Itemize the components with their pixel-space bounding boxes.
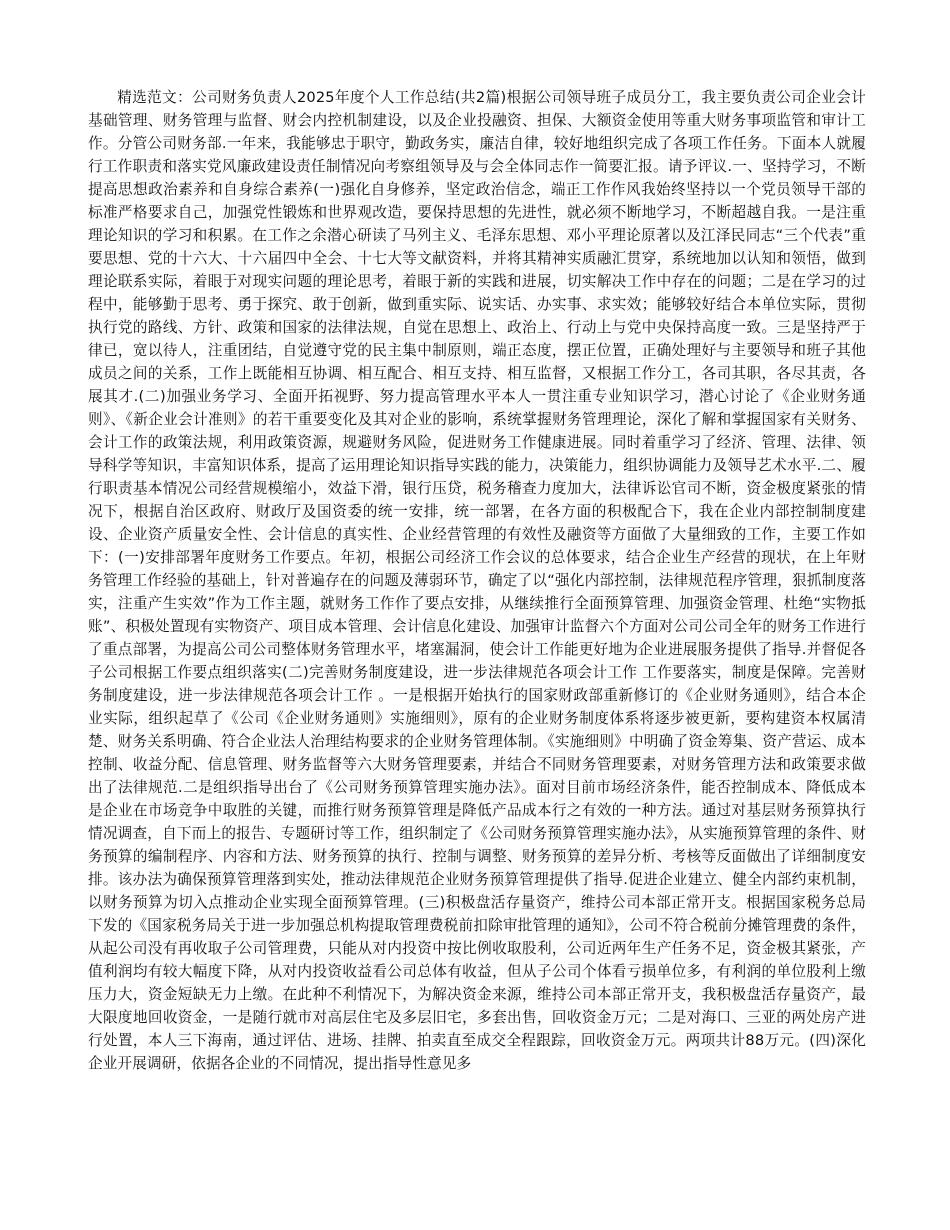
body-paragraph: 精选范文：公司财务负责人2025年度个人工作总结(共2篇)根据公司领导班子成员分工，我主要负责公司企业会计基础管理、财务管理与监督、财会内控机制建设，以及企业投融资、担保、大额资金使用等重大财务事项监管和审计工作。分管公司财务部.一年来，我能够忠于职守，勤政务实，廉洁自律，较好地组织完成了各项工作任务。下面本人就履行工作职责和落实党风廉政建设责任制情况向考察组领导及与会全体同志作一简要汇报。请予评议.一、坚持学习，不断提高思想政治素养和自身综合素养(一)强化自身修养，坚定政治信念，端正工作作风我始终坚持以一个党员领导干部的标准严格要求自己，加强党性锻炼和世界观改造，要保持思想的先进性，就必须不断地学习，不断超越自我。一是注重理论知识的学习和积累。在工作之余潜心研读了马列主义、毛泽东思想、邓小平理论原著以及江泽民同志“三个代表”重要思想、党的十六大、十六届四中全会、十七大等文献资料，并将其精神实质融汇贯穿，系统地加以认知和领悟，做到理论联系实际，着眼于对现实问题的理论思考，着眼于新的实践和进展，切实解决工作中存在的问题；二是在学习的过程中，能够勤于思考、勇于探究、敢于创新，做到重实际、说实话、办实事、求实效；能够较好结合本单位实际，贯彻执行党的路线、方针、政策和国家的法律法规，自觉在思想上、政治上、行动上与党中央保持高度一致。三是坚持严于律已，宽以待人，注重团结，自觉遵守党的民主集中制原则，端正态度，摆正位置，正确处理好与主要领导和班子其他成员之间的关系，工作上既能相互协调、相互配合、相互支持、相互监督，又根据工作分工，各司其职，各尽其责，各展其才.(二)加强业务学习、全面开拓视野、努力提高管理水平本人一贯注重专业知识学习，潜心讨论了《企业财务通则》、《新企业会计准则》的若干重要变化及其对企业的影响，系统掌握财务管理理论，深化了解和掌握国家有关财务、会计工作的政策法规，利用政策资源，规避财务风险，促进财务工作健康进展。同时着重学习了经济、管理、法律、领导科学等知识，丰富知识体系，提高了运用理论知识指导实践的能力，决策能力，组织协调能力及领导艺术水平.二、履行职责基本情况公司经营规模缩小，效益下滑，银行压贷，税务稽查力度加大，法律诉讼官司不断，资金极度紧张的情况下，根据自治区政府、财政厅及国资委的统一安排，统一部署，在各方面的积极配合下，我在企业内部控制制度建设、企业资产质量安全性、会计信息的真实性、企业经营管理的有效性及融资等方面做了大量细致的工作，主要工作如下：(一)安排部署年度财务工作要点。年初，根据公司经济工作会议的总体要求，结合企业生产经营的现状，在上年财务管理工作经验的基础上，针对普遍存在的问题及薄弱环节，确定了以“强化内部控制，法律规范程序管理，狠抓制度落实，注重产生实效”作为工作主题，就财务工作作了要点安排，从继续推行全面预算管理、加强资金管理、杜绝“实物抵账”、积极处置现有实物资产、项目成本管理、会计信息化建设、加强审计监督六个方面对公司公司全年的财务工作进行了重点部署，为提高公司公司整体财务管理水平，堵塞漏洞，使会计工作能更好地为企业进展服务提供了指导.并督促各子公司根据工作要点组织落实(二)完善财务制度建设，进一步法律规范各项会计工作 工作要落实，制度是保障。完善财务制度建设，进一步法律规范各项会计工作 。一是根据开始执行的国家财政部重新修订的《企业财务通则》，结合本企业实际，组织起草了《公司《企业财务通则》实施细则》，原有的企业财务制度体系将逐步被更新，要构建资本权属清楚、财务关系明确、符合企业法人治理结构要求的企业财务管理体制。《实施细则》中明确了资金筹集、资产营运、成本控制、收益分配、信息管理、财务监督等六大财务管理要素，并结合不同财务管理要素，对财务管理方法和政策要求做出了法律规范.二是组织指导出台了《公司财务预算管理实施办法》。面对目前市场经济条件，能否控制成本、降低成本是企业在市场竞争中取胜的关键，而推行财务预算管理是降低产品成本行之有效的一种方法。通过对基层财务预算执行情况调查，自下而上的报告、专题研讨等工作，组织制定了《公司财务预算管理实施办法》，从实施预算管理的条件、财务预算的编制程序、内容和方法、财务预算的执行、控制与调整、财务预算的差异分析、考核等反面做出了详细制度安排。该办法为确保预算管理落到实处，推动法律规范企业财务预算管理提供了指导.促进企业建立、健全内部约束机制，以财务预算为切入点推动企业实现全面预算管理。(三)积极盘活存量资产，维持公司本部正常开支。根据国家税务总局下发的《国家税务局关于进一步加强总机构提取管理费税前扣除审批管理的通知》，公司不符合税前分摊管理费的条件，从起公司没有再收取子公司管理费，只能从对内投资中按比例收取股利，公司近两年生产任务不足，资金极其紧张，产值利润均有较大幅度下降，从对内投资收益看公司总体有收益，但从子公司个体看亏损单位多，有利润的单位股利上缴压力大，资金短缺无力上缴。在此种不利情况下，为解决资金来源，维持公司本部正常开支，我积极盘活存量资产，最大限度地回收资金，一是随行就市对高层住宅及多层旧宅，多套出售，回收资金万元；二是对海口、三亚的两处房产进行处置，本人三下海南，通过评估、进场、挂牌、拍卖直至成交全程跟踪，回收资金万元。两项共计88万元。(四)深化企业开展调研，依据各企业的不同情况，提出指导性意见多 — [88, 89, 866, 1072]
document-page — [88, 86, 866, 1186]
